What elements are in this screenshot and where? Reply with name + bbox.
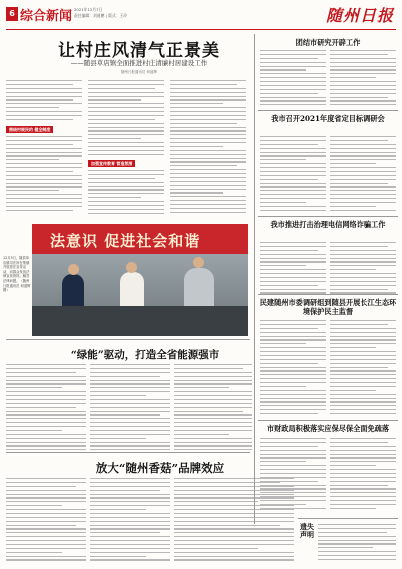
right-article5-col2 — [330, 438, 396, 512]
photo-banner-text: 法意识 促进社会和谐 — [50, 232, 201, 250]
page-header — [6, 2, 396, 30]
right-headline-3: 我市推进打击治理电信网络诈骗工作 — [270, 220, 386, 229]
right-headline-4: 民建随州市委调研组到随县开展长江生态环境保护民主监督 — [259, 298, 397, 316]
right-headline-1: 团结市研究开辟工作 — [295, 38, 361, 47]
right-article5-col1 — [260, 438, 326, 512]
lead-byline: 随州日报通讯员 何道辉 — [120, 70, 158, 74]
lead-column-2b — [88, 170, 164, 217]
article2-column-3 — [174, 364, 252, 453]
article2-column-2 — [90, 364, 170, 453]
lost-notice-title: 遗失声明 — [300, 522, 314, 539]
page-number: 6 — [6, 7, 18, 21]
right-article3-col1 — [260, 242, 326, 296]
right-article3-col2 — [330, 242, 396, 296]
right-article2-col1 — [260, 136, 326, 214]
lead-subheadline: ——随县草店镇全面推进村庄清廉村居建设工作 — [70, 59, 208, 67]
lead-headline: 让村庄风清气正景美 — [58, 41, 220, 61]
right-article2-col2 — [330, 136, 396, 214]
right-article1-col2 — [330, 50, 396, 108]
lead-subhead-1: 围绕村规民约 健全制度 — [6, 126, 53, 133]
lost-notice-body — [318, 524, 396, 563]
photo-caption: 12月3日，随县草店镇司法所在集镇开展普法宣传活动，向群众发放法律宣传资料，解答法律问题。（随州日报通讯员 何道辉 摄） — [3, 256, 31, 293]
lead-column-1b — [6, 136, 82, 214]
masthead-logo: 随州日报 — [325, 6, 394, 25]
editor-line: 责任编辑：刘道鹏 | 版式：王玲 — [74, 13, 128, 18]
right-headline-2: 我市召开2021年度省定目标调研会 — [271, 114, 385, 123]
right-headline-5: 市财政局积极落实应保尽保全面免疏落 — [266, 424, 390, 433]
header-meta — [74, 7, 127, 19]
article3-headline: 放大“随州香菇”品牌效应 — [95, 461, 225, 475]
article3-column-2 — [90, 478, 170, 563]
right-article1-col1 — [260, 50, 326, 108]
lead-column-1 — [6, 80, 82, 123]
lead-subhead-2: 加强宣传教育 营造氛围 — [88, 160, 135, 167]
news-photo — [32, 224, 248, 336]
article3-column-1 — [6, 478, 86, 563]
article2-headline: “绿能”驱动，打造全省能源强市 — [70, 349, 220, 361]
right-article4-col2 — [330, 320, 396, 417]
right-article4-col1 — [260, 320, 326, 417]
article2-column-1 — [6, 364, 86, 453]
section-title: 综合新闻 — [20, 9, 73, 24]
lead-column-3 — [170, 80, 246, 216]
lead-column-2 — [88, 80, 164, 158]
issue-date: 2021年12月7日 — [74, 7, 103, 12]
